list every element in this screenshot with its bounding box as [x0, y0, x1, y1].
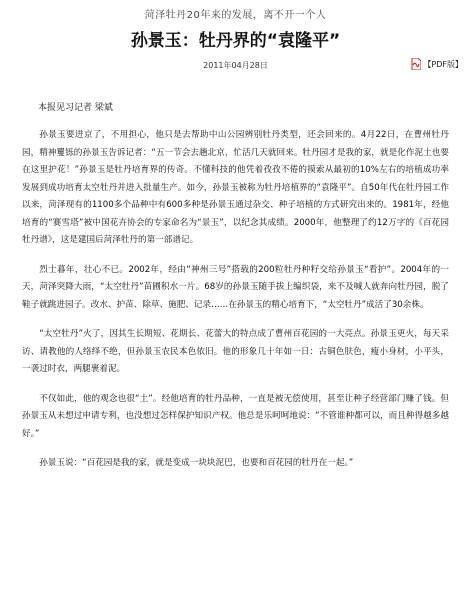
- pdf-icon: [411, 58, 421, 70]
- paragraph: 不仅如此，他的观念也很“土”。经他培育的牡丹品种，一直是被无偿使用，甚至让种子经营部门赚了钱。但孙景玉从未想过申请专利，也没想过怎样保护知识产权。他总是乐呵呵地说：“不管谁种都可以，而且种得越多越好。”: [22, 393, 449, 439]
- pdf-link[interactable]: [411, 58, 463, 70]
- publish-date: 2011年04月28日: [203, 61, 268, 70]
- article-title: 孙景玉：牡丹界的“袁隆平”: [130, 31, 341, 51]
- article-subtitle: 菏泽牡丹20年来的发展，离不开一个人: [144, 10, 327, 21]
- paragraph: 孙景玉要进京了，不用担心，他只是去帮助中山公园辨别牡丹类型，还会回来的。4月22日，在曹州牡丹园，精神矍铄的孙景玉告诉记者：“五一节会去趟北京，忙活几天就回来。牡丹园才是我的家，就是化作泥土也要在这里护花！”孙景玉是牡丹培育界的传奇。不懂科技的他凭着孜孜不倦的摸索从最初的10%左右的培植成功率发展到成功培育太空牡丹并进入批量生产。如今，孙景玉被称为牡丹培植界的“袁隆平”。自50年代在牡丹园工作以来，菏泽现有的1100多个品种中有600多种是孙景玉通过杂交、种子培植的方式研究出来的。1981年，经他培育的“赛雪塔”被中国花卉协会的专家命名为“景玉”，以纪念其成绩。2000年，他整理了约12万字的《百花园牡丹谱》，这是建国后菏泽牡丹的第一部谱记。: [22, 130, 449, 245]
- paragraph: “太空牡丹”火了，因其生长期短、花期长、花蕾大的特点成了曹州百花园的一大亮点。孙景玉更火，每天采访、请教他的人络绎不绝，但孙景玉农民本色依旧。他的形象几十年如一日：古铜色肤色，瘦小身材，小平头，一袭过时衣，两腿裹着泥。: [22, 329, 449, 374]
- meta-row: [0, 54, 471, 80]
- article-body: [0, 100, 471, 473]
- paragraph: 烈士暮年，壮心不已。2002年，经由“神州三号”搭载的200粒牡丹种籽交给孙景玉“看护”。2004年的一天，菏泽突降大雨，“太空牡丹”苗圃积水一片。68岁的孙景玉随手拔上编织袋，来不及喊人就奔向牡丹园，脱了鞋子就跳进园子。改水、护苗、除草、施肥、记录……在孙景玉的精心培育下，“太空牡丹”成活了30余株。: [22, 264, 449, 310]
- paragraph: 孙景玉说：“百花园是我的家，就是变成一块块泥巴，也要和百花园的牡丹在一起。”: [39, 458, 354, 468]
- pdf-label[interactable]: 【PDF版】: [423, 59, 463, 69]
- byline: 本报见习记者 梁斌: [38, 103, 113, 113]
